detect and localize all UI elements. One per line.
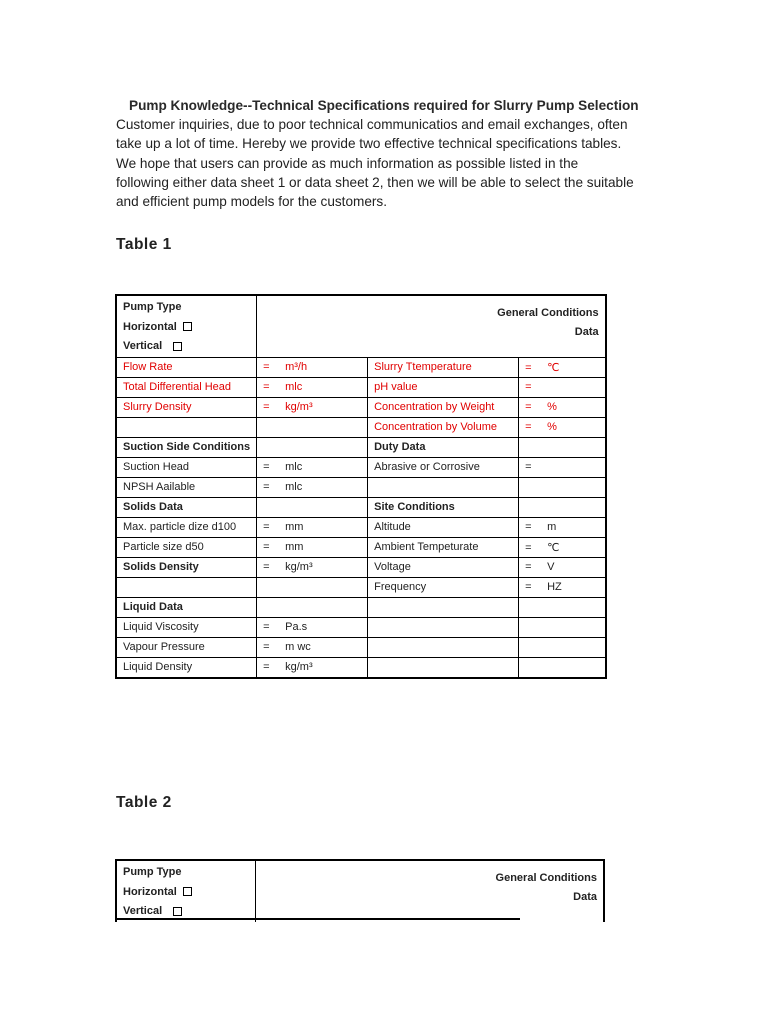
intro-line: take up a lot of time. Hereby we provide two effective technical specifications tables. — [116, 136, 622, 152]
parameter-value-cell[interactable] — [519, 437, 606, 457]
parameter-value-cell[interactable] — [257, 377, 368, 397]
parameter-label-cell[interactable] — [368, 397, 519, 417]
parameter-label: Solids Density — [123, 561, 199, 573]
parameter-value-cell[interactable] — [519, 497, 606, 517]
parameter-label-cell[interactable] — [368, 537, 519, 557]
table1-row — [116, 617, 606, 637]
general-conditions-cell — [255, 860, 604, 922]
parameter-value-cell[interactable] — [519, 577, 606, 597]
parameter-label: Voltage — [374, 561, 411, 573]
unit-label: ℃ — [547, 361, 560, 374]
intro-section — [116, 96, 656, 211]
parameter-label: Slurry Density — [123, 401, 192, 413]
parameter-value-cell[interactable] — [257, 477, 368, 497]
parameter-label: Concentration by Volume — [374, 421, 498, 433]
parameter-label: Liquid Data — [123, 601, 183, 613]
parameter-label-cell[interactable] — [116, 657, 257, 678]
intro-line: Customer inquiries, due to poor technical communicatios and email exchanges, often — [116, 117, 628, 133]
unit-label: kg/m³ — [285, 401, 313, 413]
intro-line: We hope that users can provide as much information as possible listed in the — [116, 155, 579, 171]
unit-label: % — [547, 421, 557, 433]
parameter-label: pH value — [374, 381, 418, 393]
parameter-label-cell[interactable] — [368, 357, 519, 377]
vertical-checkbox[interactable] — [173, 342, 182, 351]
unit-label: % — [547, 401, 557, 413]
parameter-label-cell[interactable] — [116, 457, 257, 477]
equals-sign: = — [525, 561, 532, 573]
unit-label: m — [547, 521, 557, 533]
unit-label: m³/h — [285, 361, 308, 373]
parameter-label-cell[interactable] — [368, 657, 519, 678]
table1-row — [116, 557, 606, 577]
unit-label: HZ — [547, 581, 562, 593]
vertical-label: Vertical — [123, 905, 163, 917]
table1-heading: Table 1 — [116, 236, 172, 253]
table1-row — [116, 537, 606, 557]
parameter-label: Max. particle dize d100 — [123, 521, 237, 533]
parameter-label: Liquid Density — [123, 661, 193, 673]
equals-sign: = — [263, 561, 270, 573]
parameter-label-cell[interactable] — [116, 557, 257, 577]
parameter-value-cell[interactable] — [519, 417, 606, 437]
parameter-value-cell[interactable] — [519, 517, 606, 537]
unit-label: kg/m³ — [285, 561, 313, 573]
intro-line: following either data sheet 1 or data sheet 2, then we will be able to select the suitable — [116, 174, 634, 190]
parameter-value-cell[interactable] — [519, 557, 606, 577]
parameter-label: Total Differential Head — [123, 381, 232, 393]
equals-sign: = — [525, 361, 532, 374]
parameter-value-cell[interactable] — [519, 657, 606, 678]
parameter-value-cell[interactable] — [257, 637, 368, 657]
parameter-value-cell[interactable] — [257, 437, 368, 457]
parameter-value-cell[interactable] — [519, 477, 606, 497]
equals-sign: = — [525, 421, 532, 433]
parameter-value-cell[interactable] — [519, 597, 606, 617]
table1-row — [116, 637, 606, 657]
equals-sign: = — [525, 581, 532, 593]
equals-sign: = — [263, 381, 270, 393]
table2-heading: Table 2 — [116, 794, 172, 811]
parameter-value-cell[interactable] — [257, 577, 368, 597]
parameter-label: Site Conditions — [374, 501, 455, 513]
equals-sign: = — [263, 541, 270, 553]
unit-label: Pa.s — [285, 621, 308, 633]
parameter-label-cell[interactable] — [116, 357, 257, 377]
parameter-label: Particle size d50 — [123, 541, 204, 553]
parameter-value-cell[interactable] — [519, 617, 606, 637]
table1-row — [116, 417, 606, 437]
equals-sign: = — [525, 541, 532, 554]
parameter-value-cell[interactable] — [519, 357, 606, 377]
parameter-label-cell[interactable] — [116, 617, 257, 637]
parameter-value-cell[interactable] — [257, 597, 368, 617]
equals-sign: = — [263, 521, 270, 533]
equals-sign: = — [525, 401, 532, 413]
parameter-value-cell[interactable] — [519, 377, 606, 397]
equals-sign: = — [263, 481, 270, 493]
parameter-value-cell[interactable] — [257, 397, 368, 417]
parameter-value-cell[interactable] — [257, 497, 368, 517]
pump-type-cell — [116, 295, 257, 357]
vertical-checkbox[interactable] — [173, 907, 182, 916]
parameter-label: Flow Rate — [123, 361, 173, 373]
table1-row — [116, 457, 606, 477]
table1-row — [116, 517, 606, 537]
unit-label: m wc — [285, 641, 311, 653]
horizontal-checkbox[interactable] — [183, 322, 192, 331]
parameter-label: Solids Data — [123, 501, 183, 513]
parameter-label-cell[interactable] — [368, 517, 519, 537]
parameter-label: Suction Side Conditions — [123, 441, 251, 453]
table1-header-row — [116, 295, 606, 357]
parameter-label: NPSH Aailable — [123, 481, 196, 493]
parameter-label-cell[interactable] — [116, 377, 257, 397]
table1-row — [116, 577, 606, 597]
equals-sign: = — [525, 461, 532, 473]
equals-sign: = — [263, 361, 270, 373]
parameter-value-cell[interactable] — [257, 617, 368, 637]
table1-row — [116, 657, 606, 678]
equals-sign: = — [263, 641, 270, 653]
equals-sign: = — [263, 401, 270, 413]
parameter-label-cell[interactable] — [116, 397, 257, 417]
table1-row — [116, 397, 606, 417]
parameter-value-cell[interactable] — [257, 417, 368, 437]
table2-header-row — [116, 860, 604, 922]
general-conditions-label: General Conditions Data — [495, 872, 597, 903]
horizontal-checkbox[interactable] — [183, 887, 192, 896]
document-title: Pump Knowledge--Technical Specifications required for Slurry Pump Selection — [129, 98, 639, 113]
parameter-label-cell[interactable] — [116, 477, 257, 497]
equals-sign: = — [525, 521, 532, 533]
pump-type-label: Pump Type — [123, 301, 182, 313]
parameter-value-cell[interactable] — [257, 557, 368, 577]
horizontal-option — [123, 318, 250, 338]
parameter-label-cell[interactable] — [116, 517, 257, 537]
parameter-label: Concentration by Weight — [374, 401, 495, 413]
specifications-table-2 — [115, 859, 605, 922]
parameter-label-cell[interactable] — [116, 497, 257, 517]
parameter-label-cell[interactable] — [368, 577, 519, 597]
horizontal-label: Horizontal — [123, 885, 177, 898]
general-conditions-cell — [257, 295, 606, 357]
parameter-value-cell[interactable] — [257, 357, 368, 377]
unit-label: kg/m³ — [285, 661, 313, 673]
vertical-option — [123, 337, 250, 357]
parameter-label-cell[interactable] — [116, 637, 257, 657]
unit-label: mm — [285, 521, 304, 533]
parameter-value-cell[interactable] — [257, 537, 368, 557]
parameter-label-cell[interactable] — [116, 437, 257, 457]
equals-sign: = — [263, 661, 270, 673]
parameter-label: Abrasive or Corrosive — [374, 461, 480, 473]
parameter-value-cell[interactable] — [519, 457, 606, 477]
parameter-label-cell[interactable] — [368, 557, 519, 577]
parameter-label: Slurry Ttemperature — [374, 361, 472, 373]
table1-row — [116, 377, 606, 397]
parameter-label-cell[interactable] — [368, 617, 519, 637]
parameter-value-cell[interactable] — [257, 657, 368, 678]
equals-sign: = — [263, 621, 270, 633]
parameter-label: Vapour Pressure — [123, 641, 205, 653]
table2-partial-bottom-border — [115, 918, 520, 920]
parameter-label-cell[interactable] — [368, 597, 519, 617]
specifications-table-1 — [115, 294, 607, 679]
horizontal-label: Horizontal — [123, 320, 177, 333]
parameter-label: Ambient Tempeturate — [374, 541, 479, 553]
parameter-label: Altitude — [374, 521, 411, 533]
equals-sign: = — [525, 381, 532, 393]
intro-line: and efficient pump models for the customers. — [116, 194, 388, 210]
vertical-label: Vertical — [123, 340, 163, 352]
unit-label: mlc — [285, 481, 303, 493]
parameter-label-cell[interactable] — [368, 497, 519, 517]
unit-label: ℃ — [547, 541, 560, 554]
parameter-label-cell[interactable] — [116, 577, 257, 597]
parameter-label-cell[interactable] — [368, 417, 519, 437]
horizontal-option — [123, 883, 249, 903]
parameter-label-cell[interactable] — [368, 377, 519, 397]
unit-label: mm — [285, 541, 304, 553]
parameter-value-cell[interactable] — [257, 457, 368, 477]
parameter-label-cell[interactable] — [116, 537, 257, 557]
parameter-value-cell[interactable] — [519, 637, 606, 657]
general-conditions-label: General Conditions Data — [497, 307, 599, 338]
unit-label: mlc — [285, 381, 303, 393]
parameter-label: Duty Data — [374, 441, 426, 453]
parameter-label: Frequency — [374, 581, 427, 593]
table1-row — [116, 497, 606, 517]
parameter-value-cell[interactable] — [519, 397, 606, 417]
parameter-label-cell[interactable] — [368, 637, 519, 657]
unit-label: V — [547, 561, 555, 573]
parameter-value-cell[interactable] — [519, 537, 606, 557]
parameter-label: Suction Head — [123, 461, 190, 473]
table1-row — [116, 437, 606, 457]
unit-label: mlc — [285, 461, 303, 473]
pump-type-cell — [116, 860, 255, 922]
table1-row — [116, 477, 606, 497]
table1-row — [116, 597, 606, 617]
parameter-label-cell[interactable] — [368, 477, 519, 497]
parameter-label-cell[interactable] — [368, 457, 519, 477]
parameter-label: Liquid Viscosity — [123, 621, 199, 633]
pump-type-label: Pump Type — [123, 866, 182, 878]
table1-row — [116, 357, 606, 377]
parameter-label-cell[interactable] — [116, 597, 257, 617]
parameter-label-cell[interactable] — [116, 417, 257, 437]
equals-sign: = — [263, 461, 270, 473]
parameter-label-cell[interactable] — [368, 437, 519, 457]
parameter-value-cell[interactable] — [257, 517, 368, 537]
